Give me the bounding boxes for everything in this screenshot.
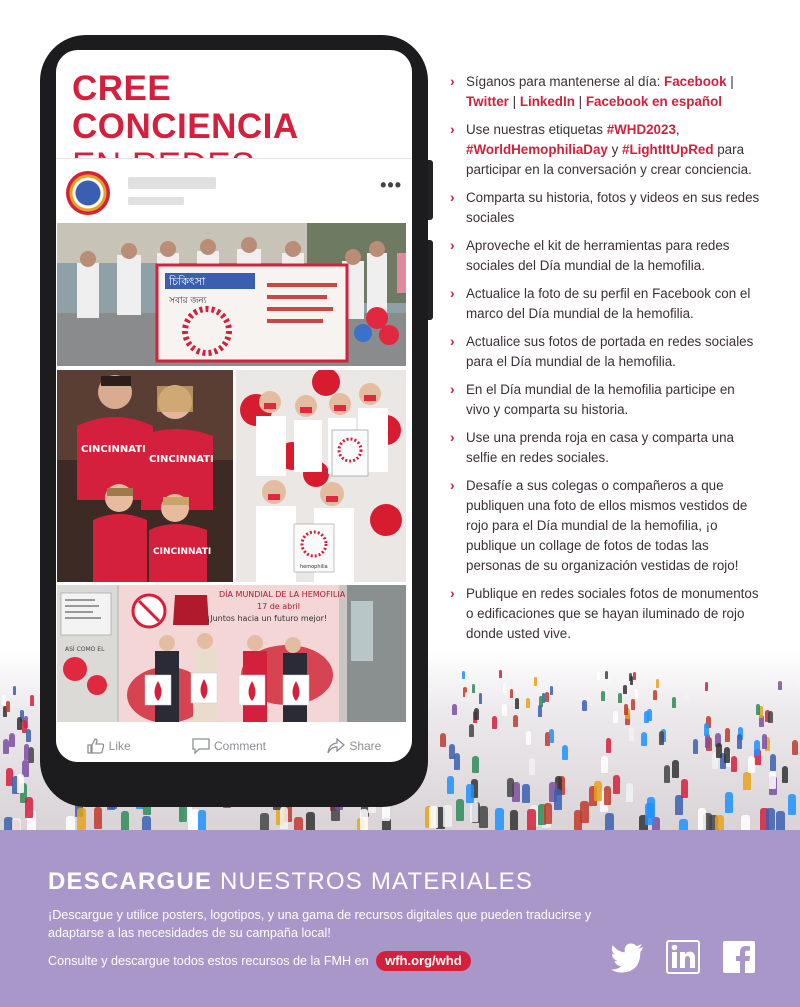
crowd-person [731, 756, 737, 773]
crowd-person [605, 671, 608, 679]
crowd-person [447, 776, 454, 795]
crowd-person [544, 803, 552, 825]
crowd-person [782, 766, 789, 784]
crowd-person [3, 739, 9, 754]
bullet-monuments: › Publique en redes sociales fotos de monumentos o edificaciones que se hayan iluminado de rojo donde usted vive. [450, 584, 760, 644]
crowd-person [465, 692, 469, 702]
crowd-person [502, 704, 506, 715]
crowd-person [306, 812, 315, 830]
crowd-person [440, 733, 446, 747]
hashtag-worldhemophiliaday: #WorldHemophiliaDay [466, 142, 608, 157]
crowd-person [672, 760, 679, 777]
crowd-person [462, 671, 465, 679]
link-twitter[interactable]: Twitter [466, 94, 509, 109]
crowd-person [681, 779, 688, 798]
comment-icon [192, 738, 210, 754]
crowd-person [631, 699, 635, 710]
crowd-person [26, 729, 31, 743]
photo-medical-team[interactable] [236, 370, 406, 582]
more-dots-icon[interactable]: ••• [380, 175, 402, 195]
crowd-person [741, 815, 750, 830]
crowd-person [716, 743, 722, 758]
crowd-person [704, 723, 709, 736]
crowd-person [527, 809, 536, 830]
crowd-person [656, 679, 659, 688]
headline-line-1: CREE CONCIENCIA [72, 69, 299, 146]
crowd-person [776, 811, 785, 830]
link-linkedin[interactable]: LinkedIn [519, 94, 575, 109]
crowd-person [743, 772, 750, 790]
crowd-person [633, 672, 636, 680]
crowd-person [24, 744, 30, 760]
crowd-person [499, 670, 502, 678]
bullet-challenge: › Desafíe a sus colegas o compañeros a que publiquen una foto de ellos mismos vestidos de rojo para el Día mundial de la hemofilia, ¡o publique un collage de fotos de todas las personas de su organización vestidas de rojo! [450, 476, 760, 576]
crowd-person [503, 683, 507, 692]
event-banner-date: 17 de abril [257, 602, 300, 611]
share-button[interactable] [327, 738, 381, 754]
event-sign-left: ASÍ COMO EL [65, 646, 105, 653]
facebook-icon[interactable] [722, 940, 756, 974]
crowd-person [452, 704, 456, 715]
banner-text-2: সবার জন্য [169, 296, 207, 306]
post-actions [56, 729, 412, 762]
crowd-person [529, 758, 536, 775]
comment-label: Comment [213, 739, 266, 753]
crowd-person [635, 689, 639, 699]
crowd-person [605, 813, 614, 830]
crowd-person [624, 704, 628, 715]
crowd-person [12, 818, 21, 830]
crowd-person [30, 695, 34, 705]
comment-button[interactable] [192, 738, 266, 754]
crowd-person [770, 754, 776, 771]
thumbs-up-icon [87, 738, 105, 754]
crowd-person [495, 808, 504, 830]
wfh-url-link[interactable]: wfh.org/whd [376, 951, 471, 971]
crowd-person [715, 815, 724, 830]
crowd-person [522, 784, 530, 804]
crowd-person [594, 781, 601, 800]
crowd-person [492, 716, 497, 729]
crowd-person [260, 813, 269, 830]
crowd-person [469, 724, 474, 737]
crowd-person [142, 816, 151, 830]
crowd-person [456, 799, 464, 820]
crowd-person [188, 815, 197, 830]
crowd-person [554, 789, 562, 809]
photo-event-banner[interactable] [57, 585, 406, 722]
photo-march[interactable] [57, 223, 406, 366]
crowd-person [479, 693, 483, 703]
phone-screen [56, 50, 412, 762]
crowd-person [653, 690, 657, 700]
crowd-person [66, 816, 75, 830]
crowd-person [762, 734, 768, 748]
crowd-person [474, 708, 479, 720]
crowd-person [679, 819, 688, 830]
event-banner-sub: ¡Juntos hacia un futuro mejor! [207, 614, 328, 623]
like-button[interactable] [87, 738, 131, 754]
crowd-person [550, 686, 554, 695]
photo-family[interactable] [57, 370, 233, 582]
crowd-person [792, 740, 798, 755]
crowd-person [28, 747, 34, 763]
post-date-placeholder [128, 197, 184, 205]
crowd-person [472, 756, 478, 773]
event-banner-title: DÍA MUNDIAL DE LA HEMOFILIA [219, 590, 346, 599]
crowd-person [597, 672, 600, 680]
crowd-person [121, 811, 130, 830]
crowd-person [515, 698, 519, 709]
crowd-person [466, 784, 474, 804]
link-facebook[interactable]: Facebook [664, 74, 727, 89]
crowd-person [582, 700, 586, 711]
crowd-person [510, 689, 514, 699]
crowd-person [77, 808, 86, 830]
twitter-icon[interactable] [610, 940, 644, 974]
crowd-person [601, 756, 607, 773]
crowd-person [724, 747, 730, 763]
crowd-person [539, 696, 543, 707]
crowd-person [664, 765, 671, 783]
crowd-person [17, 774, 24, 793]
crowd-person [538, 705, 542, 716]
crowd-person [580, 801, 588, 822]
crowd-person [766, 808, 775, 830]
crowd-person [618, 693, 622, 703]
crowd-person [754, 740, 760, 755]
author-name-placeholder [128, 177, 216, 189]
crowd-person [659, 731, 664, 745]
crowd-person [626, 783, 634, 803]
footer-description: ¡Descargue y utilice posters, logotipos, y una gama de recursos digitales que pueden traducirse y adaptarse a las necesidades de su campaña local! [48, 908, 592, 940]
bullet-live: › En el Día mundial de la hemofilia participe en vivo y comparta su historia. [450, 380, 760, 420]
crowd-person [705, 682, 708, 691]
footer-title: DESCARGUE NUESTROS MATERIALES [48, 868, 534, 895]
crowd-person [549, 729, 554, 743]
avatar[interactable] [66, 171, 110, 215]
bullet-toolkit: › Aproveche el kit de herramientas para redes sociales del Día mundial de la hemofilia. [450, 236, 760, 276]
crowd-person [613, 677, 616, 686]
crowd-person [604, 786, 612, 806]
crowd-person [756, 704, 760, 715]
crowd-person [472, 684, 476, 693]
crowd-person [778, 681, 781, 690]
crowd-person [725, 792, 733, 812]
share-icon [327, 738, 345, 754]
post-header [66, 171, 402, 215]
sign-text: hemophilia [300, 564, 328, 570]
tips-list [450, 72, 760, 652]
crowd-person [534, 677, 537, 686]
footer-download [0, 830, 800, 1007]
svg-text:CINCINNATI: CINCINNATI [153, 547, 212, 557]
svg-text:CINCINNATI: CINCINNATI [149, 454, 214, 465]
crowd-person [6, 701, 10, 712]
crowd-person [479, 806, 487, 828]
crowd-person [644, 711, 649, 723]
crowd-person [629, 727, 634, 741]
crowd-person [280, 807, 288, 829]
crowd-person [645, 803, 653, 825]
crowd-person [698, 808, 707, 830]
bullet-profile-photo: › Actualice la foto de su perfil en Facebook con el marco del Día mundial de la hemofilia. [450, 284, 760, 324]
share-label: Share [349, 739, 382, 753]
crowd-person [507, 778, 514, 797]
bullet-share-story: › Comparta su historia, fotos y videos en sus redes sociales [450, 188, 760, 228]
crowd-person [443, 805, 451, 827]
crowd-person [641, 732, 646, 746]
bullet-cover-photo: › Actualice sus fotos de portada en redes sociales para el Día mundial de la hemofilia. [450, 332, 760, 372]
crowd-person [623, 685, 627, 694]
crowd-person [788, 794, 796, 815]
crowd-person [198, 810, 207, 830]
crowd-person [470, 801, 478, 822]
crowd-person [685, 690, 689, 700]
bullet-follow: › Síganos para mantenerse al día: Facebook | Twitter | LinkedIn | Facebook en español [450, 72, 760, 112]
crowd-person [606, 738, 612, 753]
crowd-person [613, 711, 618, 723]
bullet-red-selfie: › Use una prenda roja en casa y comparta una selfie en redes sociales. [450, 428, 760, 468]
crowd-person [294, 817, 303, 830]
crowd-person [526, 698, 530, 709]
crowd-person [9, 733, 15, 747]
shirt-text: CINCINNATI [81, 444, 146, 455]
crowd-person [792, 683, 796, 692]
crowd-person [672, 697, 676, 708]
crowd-person [725, 728, 730, 742]
footer-link-line: Consulte y descargue todos estos recursos de la FMH en wfh.org/whd [48, 951, 471, 971]
crowd-person [705, 734, 711, 748]
crowd-person [454, 753, 460, 769]
linkedin-icon[interactable] [666, 940, 700, 974]
crowd-person [613, 775, 620, 794]
hashtag-lightitupred: #LightItUpRed [622, 142, 714, 157]
crowd-person [94, 807, 102, 829]
crowd-person [748, 756, 754, 773]
crowd-person [768, 711, 773, 723]
link-facebook-espanol[interactable]: Facebook en español [585, 94, 722, 109]
crowd-person [510, 810, 519, 830]
like-label: Like [108, 739, 131, 753]
crowd-person [25, 797, 33, 818]
crowd-person [737, 734, 743, 749]
crowd-person [0, 684, 4, 693]
crowd-person [13, 686, 17, 695]
social-post [56, 158, 412, 762]
crowd-person [429, 806, 437, 828]
bullet-hashtags: › Use nuestras etiquetas #WHD2023, #WorldHemophiliaDay y #LightItUpRed para participar en la conversación y crear conciencia. [450, 120, 760, 180]
crowd-person [562, 745, 568, 761]
hashtag-whd2023: #WHD2023 [606, 122, 676, 137]
crowd-person [601, 691, 605, 701]
crowd-person [693, 739, 699, 754]
crowd-person [769, 771, 776, 789]
crowd-person [513, 715, 518, 727]
crowd-person [526, 731, 531, 745]
banner-text-1: চিকিৎসা [169, 275, 206, 288]
crowd-person [545, 692, 549, 702]
